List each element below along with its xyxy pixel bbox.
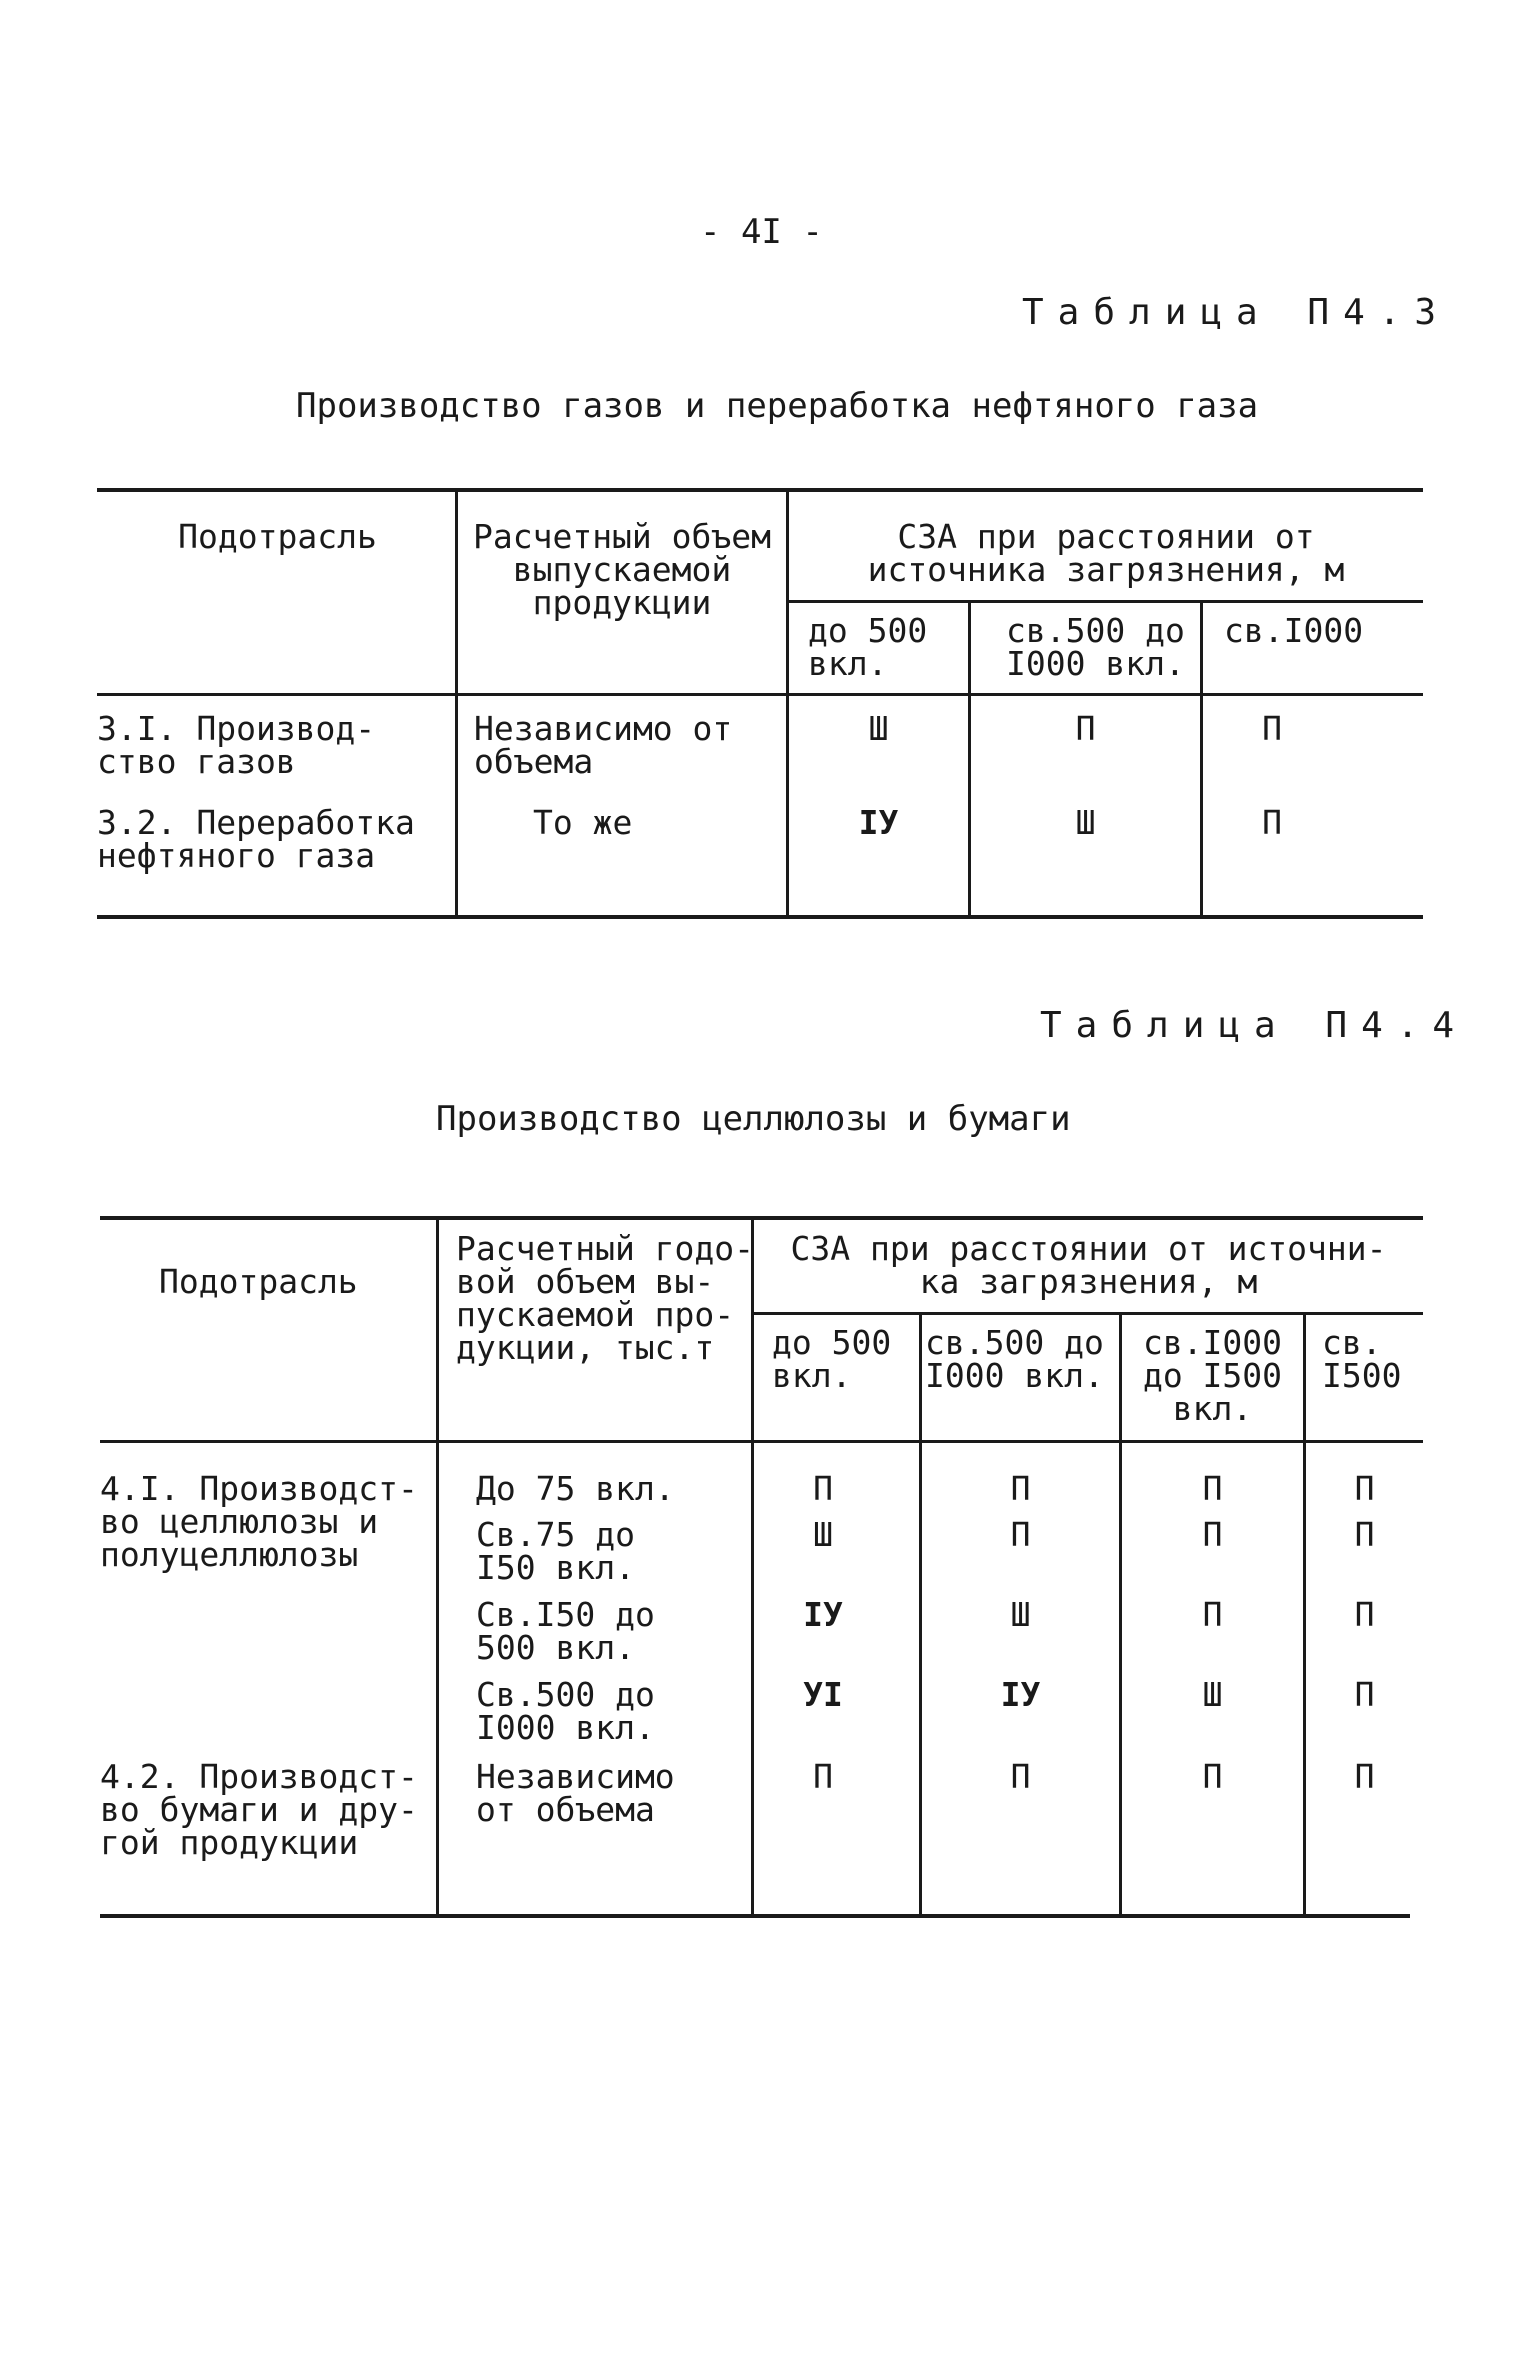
table2-row4-class-2: IУ [1000, 1675, 1041, 1714]
table1-row1-class-2: П [1075, 709, 1096, 748]
table1-row1-class-3: П [1262, 709, 1282, 748]
table2-row3-class-2: Ш [1010, 1595, 1031, 1634]
table2-row1-class-1: П [813, 1469, 833, 1508]
table2-header-dist-3: св.I000 до I500 вкл. [1142, 1323, 1283, 1428]
table2-row4-volume: Св.500 до I000 вкл. [476, 1675, 655, 1747]
table1-row2-class-2: Ш [1075, 803, 1096, 842]
table1-label: Таблица П4.3 [1022, 292, 1451, 333]
table2-header-dist-1: до 500 вкл. [772, 1323, 892, 1395]
table2-row1-class-2: П [1010, 1469, 1031, 1508]
table1-row1-volume: Независимо от объема [474, 709, 733, 781]
table2-header-sza: СЗА при расстоянии от источни- ка загрязнения, м [790, 1229, 1387, 1301]
table1-header-sza: СЗА при расстоянии от источника загрязнения, м [867, 517, 1345, 589]
table1-header-dist-1: до 500 вкл. [808, 611, 928, 683]
table1-subheader-rule [787, 600, 1423, 603]
table2-row5-class-4: П [1354, 1757, 1375, 1796]
table2-header-dist-4: св. I500 [1322, 1323, 1402, 1395]
table2-row4-class-3: Ш [1202, 1675, 1223, 1714]
table2-group1-subsector: 4.I. Производст- во целлюлозы и полуцеллюлозы [100, 1469, 418, 1574]
table2-caption: Производство целлюлозы и бумаги [436, 1099, 1071, 1139]
table1-row2-subsector: 3.2. Переработка нефтяного газа [97, 803, 415, 875]
table1-row1-class-1: Ш [868, 709, 889, 748]
table2-row3-volume: Св.I50 до 500 вкл. [476, 1595, 655, 1667]
table2-row2-volume: Св.75 до I50 вкл. [476, 1515, 635, 1587]
table1-bottom-rule [97, 915, 1423, 919]
table2-header-subsector: Подотрасль [159, 1262, 358, 1301]
table2-row5-class-2: П [1010, 1757, 1031, 1796]
table2-subheader-rule [752, 1312, 1423, 1315]
table1-top-rule [97, 488, 1423, 492]
table2-col-divider [436, 1218, 439, 1916]
table1-header-rule [97, 693, 1423, 696]
table2-group2-subsector: 4.2. Производст- во бумаги и дру- гой продукции [100, 1757, 418, 1862]
table2-row2-class-2: П [1010, 1515, 1031, 1554]
table2-row4-class-1: УI [803, 1675, 843, 1714]
table1-row1-subsector: 3.I. Производ- ство газов [97, 709, 376, 781]
table2-row1-class-3: П [1202, 1469, 1223, 1508]
table2-header-dist-2: св.500 до I000 вкл. [925, 1323, 1104, 1395]
table1-caption: Производство газов и переработка нефтяного газа [296, 386, 1259, 426]
page-number: - 4I - [700, 212, 823, 252]
table1-row2-class-3: П [1262, 803, 1282, 842]
table2-row5-class-1: П [813, 1757, 833, 1796]
table2-row2-class-3: П [1202, 1515, 1223, 1554]
table2-row5-volume: Независимо от объема [476, 1757, 675, 1829]
table2-top-rule [100, 1216, 1423, 1220]
table2-row3-class-3: П [1202, 1595, 1223, 1634]
table2-row1-volume: До 75 вкл. [476, 1469, 675, 1508]
table1-header-dist-3: св.I000 [1224, 611, 1364, 650]
table1-col-divider [968, 602, 971, 917]
table2-row5-class-3: П [1202, 1757, 1223, 1796]
table1-header-dist-2: св.500 до I000 вкл. [1006, 611, 1185, 683]
table2-row1-class-4: П [1354, 1469, 1375, 1508]
table2-row3-class-1: IУ [803, 1595, 843, 1634]
table1-header-subsector: Подотрасль [178, 517, 377, 556]
table1-col-divider [1200, 602, 1203, 917]
table2-header-rule [100, 1440, 1423, 1443]
table2-bottom-rule [100, 1914, 1410, 1918]
table2-header-volume: Расчетный годо- вой объем вы- пускаемой про- дукции, тыс.т [456, 1229, 755, 1367]
table2-row4-class-4: П [1354, 1675, 1375, 1714]
table2-row3-class-4: П [1354, 1595, 1375, 1634]
table1-row2-volume: То же [533, 803, 633, 842]
table1-row2-class-1: IУ [858, 803, 899, 842]
table2-row2-class-4: П [1354, 1515, 1375, 1554]
table2-label: Таблица П4.4 [1040, 1005, 1469, 1046]
table2-row2-class-1: Ш [813, 1515, 833, 1554]
table1-header-volume: Расчетный объем выпускаемой продукции [472, 517, 771, 622]
